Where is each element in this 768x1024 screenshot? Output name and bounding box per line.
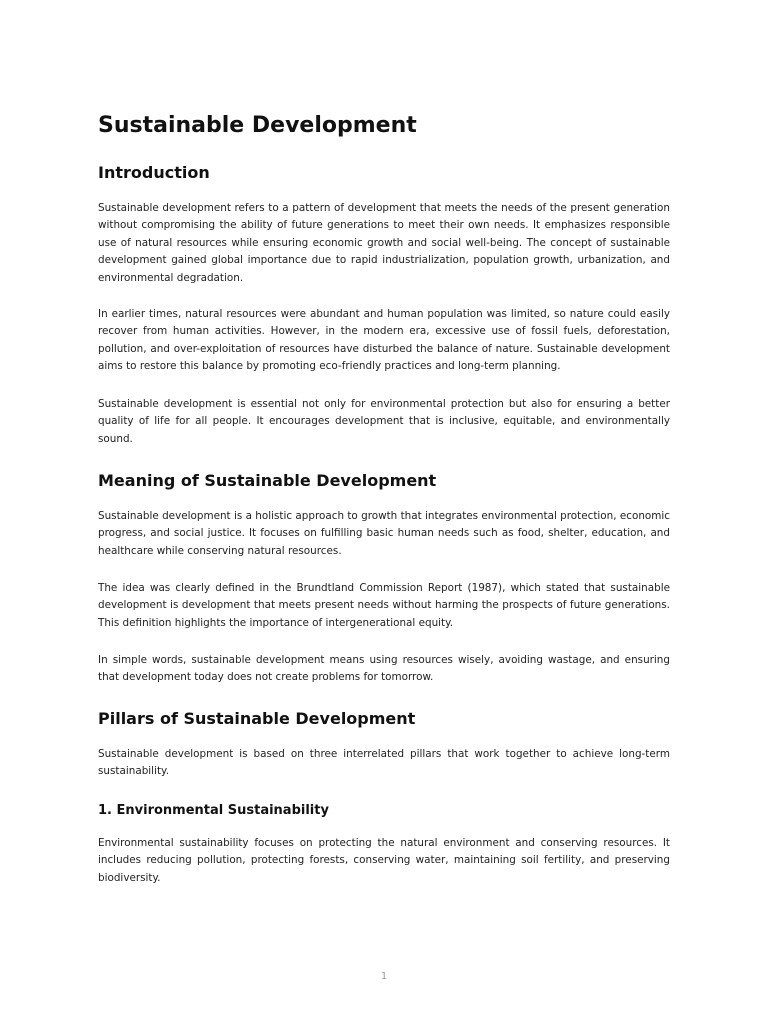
heading-introduction: Introduction xyxy=(98,163,210,182)
intro-paragraph-2: In earlier times, natural resources were abundant and human population was limited, so nature could easily recover from human activities. However, in the modern era, excessive use of fossil fuels, deforestation, pollution, and over-exploitation of resources have disturbed the balance of nature. Sustainable development aims to restore this balance by promoting eco-friendly practices and long-term planning. xyxy=(98,308,670,373)
intro-paragraph-1: Sustainable development refers to a pattern of development that meets the needs of the present generation without compromising the ability of future generations to meet their own needs. It emphasizes responsible use of natural resources while ensuring economic growth and social well-being. The concept of sustainable development gained global importance due to rapid industrialization, population growth, urbanization, and environmental degradation. xyxy=(98,202,670,284)
page-number: 1 xyxy=(380,971,388,982)
subheading-environmental-sustainability: 1. Environmental Sustainability xyxy=(98,803,329,818)
meaning-paragraph-2: The idea was clearly defined in the Brundtland Commission Report (1987), which stated that sustainable development is development that meets present needs without harming the prospects of future generations. This definition highlights the importance of intergenerational equity. xyxy=(98,582,670,629)
meaning-paragraph-1: Sustainable development is a holistic approach to growth that integrates environmental protection, economic progress, and social justice. It focuses on fulfilling basic human needs such as food, shelter, education, and healthcare while conserving natural resources. xyxy=(98,510,670,557)
intro-paragraph-3: Sustainable development is essential not only for environmental protection but also for ensuring a better quality of life for all people. It encourages development that is inclusive, equitable, and environmentally sound. xyxy=(98,398,670,445)
pillars-intro-paragraph: Sustainable development is based on three interrelated pillars that work together to achieve long-term sustainability. xyxy=(98,748,670,778)
document-title: Sustainable Development xyxy=(98,113,417,138)
environmental-sustainability-paragraph: Environmental sustainability focuses on protecting the natural environment and conserving resources. It includes reducing pollution, protecting forests, conserving water, maintaining soil fertility, and preserving biodiversity. xyxy=(98,837,670,884)
meaning-paragraph-3: In simple words, sustainable development means using resources wisely, avoiding wastage, and ensuring that development today does not create problems for tomorrow. xyxy=(98,654,670,684)
heading-pillars: Pillars of Sustainable Development xyxy=(98,709,416,728)
heading-meaning: Meaning of Sustainable Development xyxy=(98,471,437,490)
